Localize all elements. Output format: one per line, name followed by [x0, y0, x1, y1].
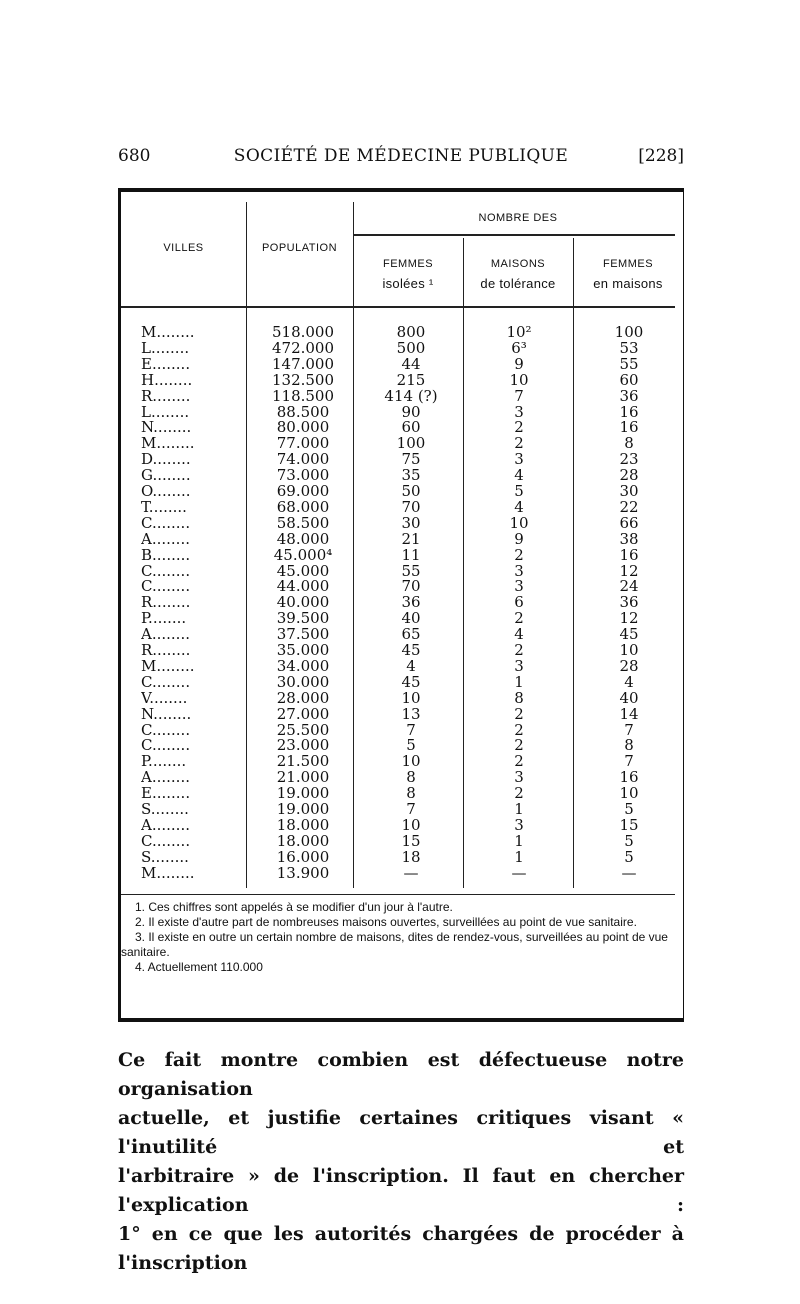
group-header-brace [353, 234, 675, 236]
cell-ville: C........ [141, 721, 191, 738]
cell-ville: C........ [141, 514, 191, 531]
cell-maisons: 8 [514, 688, 524, 707]
cell-maisons: 6 [514, 593, 524, 612]
cell-ville: A........ [141, 626, 190, 643]
cell-femmes: 66 [619, 513, 639, 532]
cell-isolees: 45 [401, 672, 421, 691]
cell-femmes: 22 [619, 497, 639, 516]
table-row [121, 801, 683, 817]
cell-maisons: 1 [514, 847, 524, 866]
cell-isolees: 75 [401, 450, 421, 469]
cell-population: 18.000 [276, 815, 330, 834]
cell-population: 21.000 [276, 768, 330, 787]
cell-isolees: 35 [401, 466, 421, 485]
cell-population: 518.000 [271, 323, 335, 341]
cell-isolees: 45 [401, 641, 421, 659]
cell-femmes: 36 [619, 386, 639, 405]
cell-femmes: 5 [624, 800, 634, 818]
cell-maisons: 3 [514, 402, 524, 421]
cell-population: 80.000 [276, 418, 330, 437]
cell-population: 13.900 [276, 863, 330, 882]
cell-ville: L........ [141, 403, 190, 420]
cell-ville: A........ [141, 530, 190, 547]
cell-maisons: 2 [514, 752, 524, 771]
cell-maisons: 3 [514, 768, 524, 787]
cell-isolees: 7 [406, 800, 416, 818]
cell-population: 30.000 [276, 672, 330, 691]
cell-isolees: 11 [401, 545, 421, 564]
table-row [121, 674, 683, 690]
cell-isolees: 8 [406, 768, 416, 787]
cell-ville: C........ [141, 832, 191, 849]
cell-femmes: 15 [619, 815, 639, 834]
table-end-rule [121, 894, 675, 895]
header-maisons-line2: de tolérance [480, 276, 556, 291]
cell-isolees: 10 [401, 752, 421, 771]
cell-maisons: 3 [514, 815, 524, 834]
paragraph-line: actuelle, et justifie certaines critiques visant « l'inutilité et [118, 1107, 684, 1158]
cell-population: 16.000 [276, 847, 330, 866]
cell-maisons: 2 [514, 545, 524, 564]
cell-ville: O........ [141, 483, 191, 499]
cell-ville: N........ [141, 419, 192, 436]
cell-isolees: 36 [401, 593, 421, 612]
cell-population: 19.000 [276, 784, 330, 803]
table-row [121, 451, 683, 467]
cell-isolees: 21 [401, 529, 421, 548]
cell-isolees: 55 [401, 561, 421, 580]
cell-femmes: 55 [619, 354, 639, 373]
cell-isolees: 215 [396, 370, 426, 389]
table-row [121, 404, 683, 420]
table-row [121, 483, 683, 499]
cell-maisons: — [511, 863, 527, 882]
cell-isolees: 7 [406, 720, 416, 739]
cell-population: 27.000 [276, 704, 330, 723]
cell-population: 132.500 [271, 370, 335, 389]
table-row [121, 594, 683, 610]
table-row [121, 372, 683, 388]
cell-maisons: 4 [514, 497, 524, 516]
cell-population: 58.500 [276, 513, 330, 532]
cell-femmes: 38 [619, 529, 639, 548]
cell-isolees: 50 [401, 482, 421, 500]
cell-population: 45.000 [276, 561, 330, 580]
cell-population: 77.000 [276, 434, 330, 453]
cell-ville: E........ [141, 355, 191, 372]
table-row [121, 515, 683, 531]
cell-maisons: 9 [514, 529, 524, 548]
cell-isolees: 40 [401, 609, 421, 628]
cell-ville: P........ [141, 753, 187, 770]
cell-ville: C........ [141, 562, 191, 579]
header-maisons-line1: MAISONS [490, 258, 546, 270]
cell-ville: R........ [141, 387, 191, 404]
cell-ville: L........ [141, 339, 190, 356]
table-row [121, 658, 683, 674]
cell-ville: B........ [141, 546, 191, 563]
header-villes: VILLES [163, 242, 204, 254]
cell-isolees: 5 [406, 736, 416, 755]
cell-population: 40.000 [276, 593, 330, 612]
cell-maisons: 2 [514, 736, 524, 755]
cell-population: 73.000 [276, 466, 330, 485]
cell-ville: S........ [141, 848, 189, 865]
cell-femmes: 60 [619, 370, 639, 389]
cell-femmes: 16 [619, 418, 639, 437]
table-row [121, 706, 683, 722]
footnotes [121, 900, 675, 975]
cell-population: 472.000 [271, 338, 335, 357]
cell-femmes: 8 [624, 434, 634, 453]
cell-ville: M........ [141, 324, 195, 340]
cell-femmes: — [621, 863, 637, 882]
cell-ville: C........ [141, 737, 191, 754]
cell-population: 69.000 [276, 482, 330, 500]
cell-maisons: 2 [514, 418, 524, 437]
top-rule [121, 188, 683, 192]
cell-maisons: 10² [506, 323, 532, 341]
cell-maisons: 3 [514, 561, 524, 580]
cell-femmes: 10 [619, 641, 639, 659]
cell-population: 18.000 [276, 831, 330, 850]
table-row [121, 531, 683, 547]
cell-femmes: 28 [619, 656, 639, 675]
cell-femmes: 14 [619, 704, 639, 723]
cell-femmes: 12 [619, 609, 639, 628]
cell-femmes: 28 [619, 466, 639, 485]
cell-ville: R........ [141, 642, 191, 658]
page-reference: [228] [638, 146, 684, 166]
footnote: 4. Actuellement 110.000 [135, 960, 263, 974]
cell-maisons: 2 [514, 609, 524, 628]
table-row [121, 817, 683, 833]
cell-ville: T........ [141, 498, 187, 515]
cell-population: 23.000 [276, 736, 330, 755]
table-row [121, 833, 683, 849]
cell-isolees: 100 [396, 434, 426, 453]
header-isolees-line2: isolées ¹ [382, 276, 434, 291]
cell-isolees: 65 [401, 625, 421, 644]
table-row [121, 785, 683, 801]
table-row [121, 642, 683, 658]
table-row [121, 340, 683, 356]
cell-ville: P........ [141, 610, 187, 627]
cell-femmes: 7 [624, 720, 634, 739]
cell-isolees: 4 [406, 656, 416, 675]
cell-isolees: 90 [401, 402, 421, 421]
page-number: 680 [118, 146, 151, 166]
cell-isolees: 10 [401, 815, 421, 834]
footnote: 1. Ces chiffres sont appelés à se modifier d'un jour à l'autre. [135, 900, 453, 914]
cell-population: 118.500 [271, 386, 335, 405]
cell-population: 25.500 [276, 720, 330, 739]
cell-maisons: 2 [514, 704, 524, 723]
table-row [121, 324, 683, 340]
footnote: 2. Il existe d'autre part de nombreuses maisons ouvertes, surveillées au point de vue sanitaire. [135, 915, 637, 929]
cell-ville: G........ [141, 467, 191, 484]
cell-ville: V........ [141, 689, 188, 706]
cell-isolees: 60 [401, 418, 421, 437]
cell-maisons: 4 [514, 625, 524, 644]
page-header [118, 146, 684, 170]
paragraph-line: Ce fait montre combien est défectueuse notre organisation [118, 1049, 684, 1100]
cell-maisons: 4 [514, 466, 524, 485]
cell-ville: C........ [141, 673, 191, 690]
running-title: SOCIÉTÉ DE MÉDECINE PUBLIQUE [233, 146, 569, 166]
cell-ville: M........ [141, 657, 195, 674]
cell-ville: E........ [141, 785, 191, 802]
cell-femmes: 16 [619, 768, 639, 787]
footnote: 3. Il existe en outre un certain nombre de maisons, dites de rendez-vous, surveillées au point de vue sanitaire. [121, 930, 668, 959]
table-row [121, 547, 683, 563]
cell-isolees: 30 [401, 513, 421, 532]
cell-population: 88.500 [276, 402, 330, 421]
paragraph-line: 1° en ce que les autorités chargées de procéder à l'inscription [118, 1223, 684, 1274]
cell-isolees: 15 [401, 831, 421, 850]
cell-femmes: 16 [619, 402, 639, 421]
table-row [121, 356, 683, 372]
cell-isolees: 414 (?) [384, 386, 438, 405]
paragraph-line: l'arbitraire » de l'inscription. Il faut en chercher l'explication : [118, 1165, 684, 1216]
header-isolees-line1: FEMMES [382, 258, 434, 270]
cell-femmes: 8 [624, 736, 634, 755]
cell-maisons: 3 [514, 656, 524, 675]
table-row [121, 690, 683, 706]
cell-maisons: 5 [514, 482, 524, 500]
cell-population: 147.000 [271, 354, 335, 373]
cell-maisons: 2 [514, 720, 524, 739]
cell-maisons: 2 [514, 784, 524, 803]
cell-femmes: 10 [619, 784, 639, 803]
cell-ville: S........ [141, 801, 189, 817]
header-femmes-line1: FEMMES [602, 258, 654, 270]
cell-maisons: 1 [514, 800, 524, 818]
table-row [121, 753, 683, 769]
table-row [121, 865, 683, 881]
cell-population: 74.000 [276, 450, 330, 469]
table-row [121, 737, 683, 753]
header-femmes-line2: en maisons [593, 276, 663, 291]
cell-femmes: 12 [619, 561, 639, 580]
cell-maisons: 2 [514, 641, 524, 659]
cell-femmes: 24 [619, 577, 639, 596]
cell-femmes: 5 [624, 847, 634, 866]
cell-femmes: 16 [619, 545, 639, 564]
table-row [121, 722, 683, 738]
cell-isolees: 500 [396, 338, 426, 357]
table-row [121, 610, 683, 626]
cell-femmes: 40 [619, 688, 639, 707]
cell-population: 35.000 [276, 641, 330, 659]
cell-maisons: 10 [509, 513, 529, 532]
cell-population: 34.000 [276, 656, 330, 675]
cell-population: 19.000 [276, 800, 330, 818]
header-nombre-des: NOMBRE DES [478, 212, 558, 224]
cell-femmes: 30 [619, 482, 639, 500]
cell-ville: H........ [141, 371, 193, 388]
cell-maisons: 9 [514, 354, 524, 373]
cell-isolees: 18 [401, 847, 421, 866]
table-row [121, 388, 683, 404]
cell-ville: A........ [141, 816, 190, 833]
cell-femmes: 36 [619, 593, 639, 612]
table-frame [118, 188, 684, 1022]
cell-isolees: 70 [401, 577, 421, 596]
cell-isolees: 70 [401, 497, 421, 516]
cell-maisons: 10 [509, 370, 529, 389]
cell-ville: M........ [141, 435, 195, 452]
cell-femmes: 100 [614, 323, 644, 341]
table-row [121, 849, 683, 865]
cell-femmes: 53 [619, 338, 639, 357]
header-rule [121, 306, 675, 308]
table-row [121, 467, 683, 483]
cell-isolees: 13 [401, 704, 421, 723]
bottom-rule [121, 1018, 683, 1022]
cell-femmes: 23 [619, 450, 639, 469]
cell-population: 37.500 [276, 625, 330, 644]
table-row [121, 435, 683, 451]
cell-isolees: 8 [406, 784, 416, 803]
cell-femmes: 7 [624, 752, 634, 771]
cell-ville: M........ [141, 864, 195, 881]
cell-population: 68.000 [276, 497, 330, 516]
table-row [121, 578, 683, 594]
cell-maisons: 1 [514, 672, 524, 691]
cell-maisons: 3 [514, 450, 524, 469]
cell-maisons: 3 [514, 577, 524, 596]
cell-population: 21.500 [276, 752, 330, 771]
table-row [121, 563, 683, 579]
cell-maisons: 2 [514, 434, 524, 453]
cell-population: 44.000 [276, 577, 330, 596]
cell-population: 45.000⁴ [273, 545, 333, 564]
cell-isolees: 10 [401, 688, 421, 707]
cell-isolees: 800 [396, 323, 426, 341]
cell-ville: R........ [141, 594, 191, 611]
cell-ville: N........ [141, 705, 192, 722]
cell-ville: A........ [141, 769, 190, 786]
table-row [121, 769, 683, 785]
cell-isolees: — [403, 863, 419, 882]
cell-ville: D........ [141, 451, 191, 468]
cell-ville: C........ [141, 578, 191, 595]
body-paragraph [118, 1046, 684, 1278]
table-row [121, 499, 683, 515]
cell-femmes: 45 [619, 625, 639, 644]
cell-population: 39.500 [276, 609, 330, 628]
cell-population: 28.000 [276, 688, 330, 707]
header-population: POPULATION [261, 242, 338, 254]
table-row [121, 419, 683, 435]
cell-maisons: 6³ [511, 338, 527, 357]
cell-maisons: 1 [514, 831, 524, 850]
cell-population: 48.000 [276, 529, 330, 548]
cell-femmes: 5 [624, 831, 634, 850]
cell-femmes: 4 [624, 672, 634, 691]
table-row [121, 626, 683, 642]
cell-maisons: 7 [514, 386, 524, 405]
cell-isolees: 44 [401, 354, 421, 373]
